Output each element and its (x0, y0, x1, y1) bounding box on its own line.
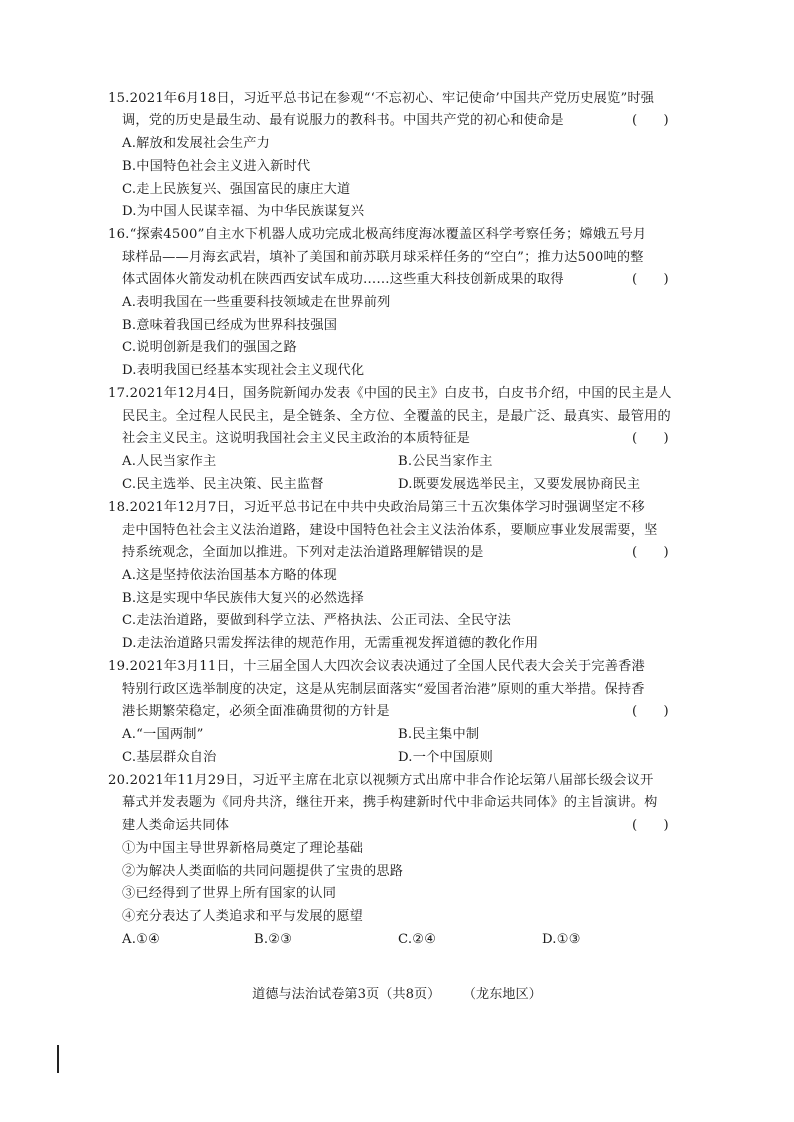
footer-region: （龙东地区） (462, 987, 542, 1002)
option-a: A.这是坚持依法治国基本方略的体现 (122, 568, 337, 583)
question-stem-line: 15.2021年6月18日，习近平总书记在参观“‘不忘初心、牢记使命’中国共产党历史展览”时强 (108, 91, 655, 106)
question-stem-line: 球样品——月海玄武岩，填补了美国和前苏联月球采样任务的“空白”；推力达500吨的整 (122, 250, 644, 265)
answer-bracket: ( ) (632, 545, 669, 560)
answer-bracket: ( ) (632, 113, 669, 128)
option-d: D.表明我国已经基本实现社会主义现代化 (122, 363, 365, 378)
option-b: B.意味着我国已经成为世界科技强国 (122, 318, 338, 333)
question-stem-line: 幕式并发表题为《同舟共济，继往开来，携手构建新时代中非命运共同体》的主旨演讲。构 (122, 795, 658, 810)
question-stem-line: 港长期繁荣稳定，必须全面准确贯彻的方针是 (122, 704, 390, 719)
statement-2: ②为解决人类面临的共同问题提供了宝贵的思路 (122, 864, 404, 879)
option-c: C.基层群众自治 (122, 750, 217, 765)
option-c: C.说明创新是我们的强国之路 (122, 340, 297, 355)
option-c: C.走上民族复兴、强国富民的康庄大道 (122, 182, 351, 197)
question-stem-line: 调，党的历史是最生动、最有说服力的教科书。中国共产党的初心和使命是 (122, 113, 564, 128)
option-a: A.人民当家作主 (122, 454, 217, 469)
option-b: B.中国特色社会主义进入新时代 (122, 159, 311, 174)
question-stem-line: 特别行政区选举制度的决定，这是从宪制层面落实“爱国者治港”原则的重大举措。保持香 (122, 682, 645, 697)
question-stem-line: 17.2021年12月4日，国务院新闻办发表《中国的民主》白皮书，白皮书介绍，中国的民主是人 (108, 386, 672, 401)
answer-bracket: ( ) (632, 818, 669, 833)
question-stem-line: 持系统观念，全面加以推进。下列对走法治道路理解错误的是 (122, 545, 484, 560)
answer-bracket: ( ) (632, 431, 669, 446)
statement-4: ④充分表达了人类追求和平与发展的愿望 (122, 909, 363, 924)
option-d: D.①③ (542, 932, 581, 947)
page-footer (0, 987, 794, 1003)
footer-page-info: 道德与法治试卷第3页（共8页） (252, 987, 441, 1002)
question-stem-line: 20.2021年11月29日，习近平主席在北京以视频方式出席中非合作论坛第八届部长级会议开 (108, 773, 654, 788)
option-a: A.①④ (122, 932, 161, 947)
question-stem-line: 民民主。全过程人民民主，是全链条、全方位、全覆盖的民主，是最广泛、最真实、最管用的 (122, 409, 671, 424)
question-stem-line: 体式固体火箭发动机在陕西西安试车成功……这些重大科技创新成果的取得 (122, 272, 564, 287)
question-stem-line: 社会主义民主。这说明我国社会主义民主政治的本质特征是 (122, 431, 471, 446)
option-a: A.表明我国在一些重要科技领域走在世界前列 (122, 295, 391, 310)
option-c: C.民主选举、民主决策、民主监督 (122, 477, 324, 492)
option-d: D.既要发展选举民主，又要发展协商民主 (398, 477, 641, 492)
option-b: B.民主集中制 (398, 727, 480, 742)
question-stem-line: 16.“探索4500”自主水下机器人成功完成北极高纬度海冰覆盖区科学考察任务；嫦娥五号月 (108, 227, 647, 242)
option-d: D.一个中国原则 (398, 750, 494, 765)
answer-bracket: ( ) (632, 272, 669, 287)
option-a: A.解放和发展社会生产力 (122, 136, 270, 151)
question-stem-line: 走中国特色社会主义法治道路，建设中国特色社会主义法治体系，要顺应事业发展需要，坚 (122, 523, 658, 538)
option-d: D.为中国人民谋幸福、为中华民族谋复兴 (122, 204, 365, 219)
question-stem-line: 19.2021年3月11日，十三届全国人大四次会议表决通过了全国人民代表大会关于完善香港 (108, 659, 645, 674)
margin-mark (57, 1045, 59, 1073)
option-b: B.公民当家作主 (398, 454, 493, 469)
option-c: C.走法治道路，要做到科学立法、严格执法、公正司法、全民守法 (122, 613, 512, 628)
option-a: A.“一国两制” (122, 727, 204, 742)
question-stem-line: 建人类命运共同体 (122, 818, 230, 833)
option-b: B.这是实现中华民族伟大复兴的必然选择 (122, 591, 364, 606)
option-d: D.走法治道路只需发挥法律的规范作用，无需重视发挥道德的教化作用 (122, 636, 539, 651)
option-c: C.②④ (398, 932, 437, 947)
question-stem-line: 18.2021年12月7日，习近平总书记在中共中央政治局第三十五次集体学习时强调坚定不移 (108, 500, 645, 515)
option-b: B.②③ (254, 932, 293, 947)
answer-bracket: ( ) (632, 704, 669, 719)
statement-3: ③已经得到了世界上所有国家的认同 (122, 886, 337, 901)
statement-1: ①为中国主导世界新格局奠定了理论基础 (122, 841, 363, 856)
